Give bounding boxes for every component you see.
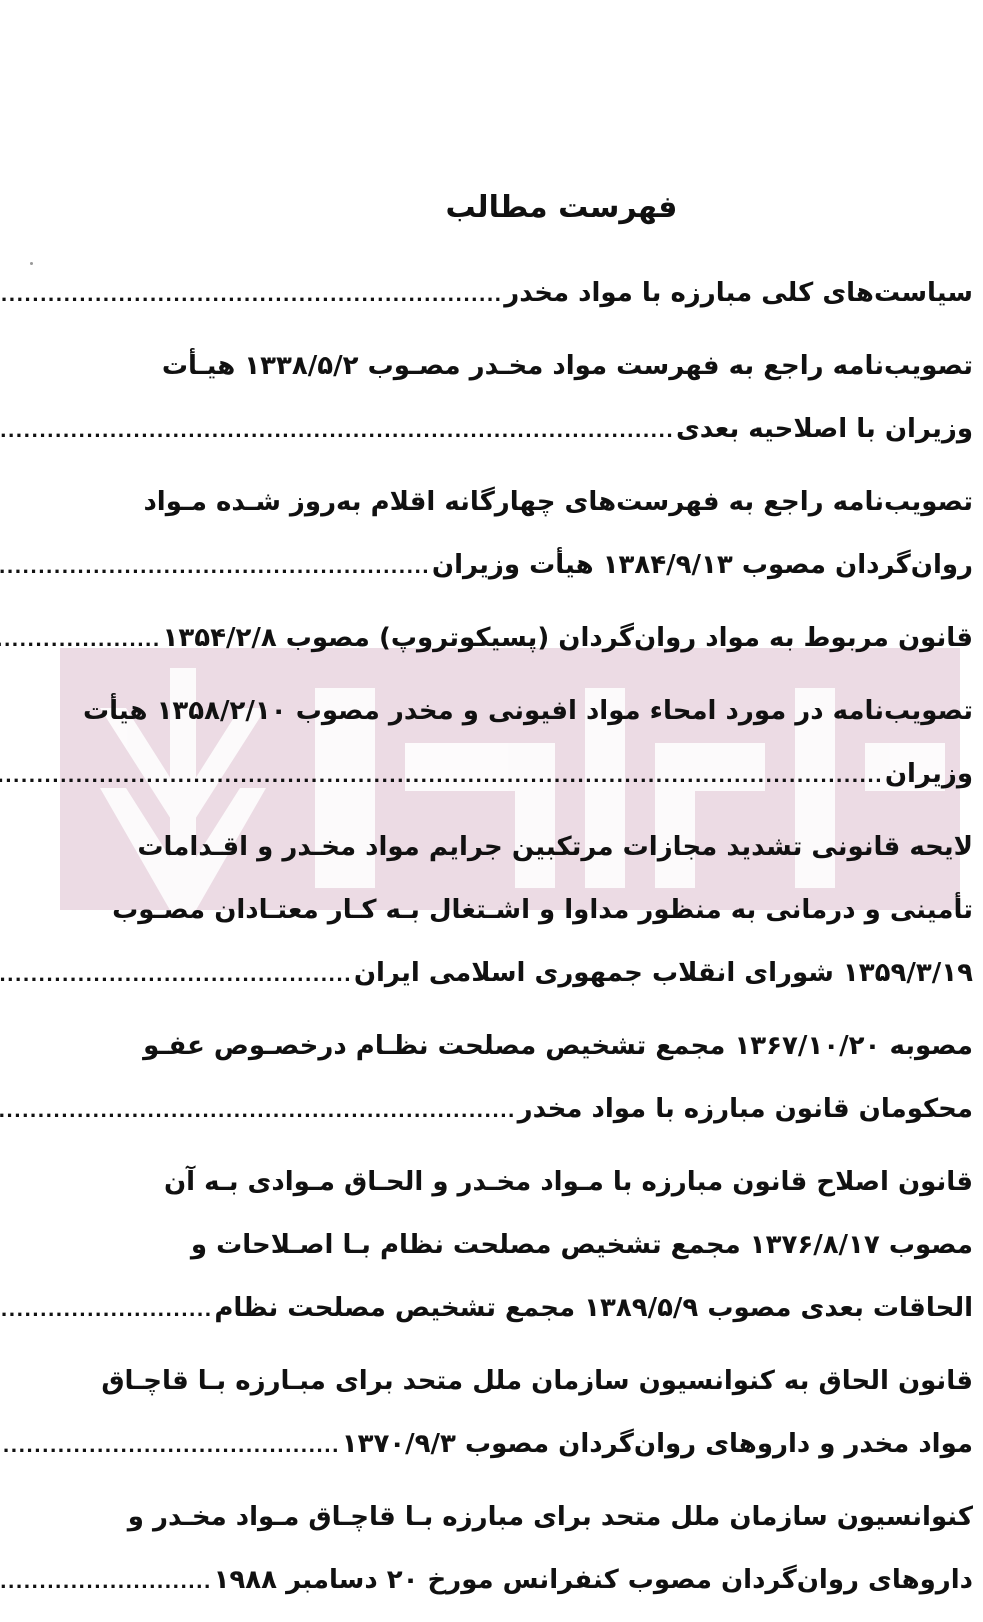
toc-entry-line [145,1151,973,1214]
toc-entry-line [145,1413,973,1476]
toc-entry [145,471,973,597]
toc-leader-dots [0,944,354,1007]
toc-entry-text: داروهای روان‌گردان مصوب کنفرانس مورخ ۲۰ دسامبر ۱۹۸۸ [213,1565,973,1595]
toc-entry-text: قانون اصلاح قانون مبارزه با مـواد مخـدر و الحـاق مـوادی بـه آن [163,1167,973,1197]
toc-entry [112,816,973,1005]
toc-entry-text: تصویب‌نامه در مورد امحاء مواد افیونی و مخدر مصوب ۱۳۵۸/۲/۱۰ هیأت [82,696,973,726]
toc-entry-text: تأمینی و درمانی به منظور مداوا و اشـتغال بـه کـار معتـادان مصـوب [112,895,973,925]
toc-entry-line [145,607,973,670]
toc-entry-text: مصوبه ۱۳۶۷/۱۰/۲۰ مجمع تشخیص مصلحت نظـام درخصـوص عفـو [143,1031,973,1061]
toc-entry-text: قانون الحاق به کنوانسیون سازمان ملل متحد برای مبـارزه بـا قاچـاق [101,1366,973,1396]
toc-entry [101,1350,973,1476]
toc-entry-text: تصویب‌نامه راجع به فهرست‌های چهارگانه اقلام به‌روز شـده مـواد [143,487,973,517]
toc-entry-line [145,1078,973,1141]
toc-entry-text: کنوانسیون سازمان ملل متحد برای مبارزه بـا قاچـاق مـواد مخـدر و [127,1502,973,1532]
toc-entry-text: الحاقات بعدی مصوب ۱۳۸۹/۵/۹ مجمع تشخیص مصلحت نظام [214,1293,973,1323]
toc-entry-text: تصویب‌نامه راجع به فهرست مواد مخـدر مصـوب ۱۳۳۸/۵/۲ هیـأت [161,351,973,381]
toc-entry-line [137,816,973,879]
toc-entry-line [145,1015,973,1078]
toc-entry-line [101,1350,973,1413]
page-title: فهرست مطالب [445,190,678,225]
toc-entry-line [145,398,973,461]
toc-entry [145,607,973,670]
toc-entry-line [145,335,973,398]
toc-entry-text: ۱۳۵۹/۳/۱۹ شورای انقلاب جمهوری اسلامی ایران [353,958,973,988]
toc-entry-line [145,1277,973,1340]
toc-entry-line [145,262,973,325]
toc-entry [145,262,973,325]
toc-entry-line [145,1549,973,1612]
toc-entry-line [145,534,973,597]
toc-entry [82,680,973,806]
toc-entry-text: مصوب ۱۳۷۶/۸/۱۷ مجمع تشخیص مصلحت نظام بـا اصـلاحات و [190,1230,973,1260]
toc-entry [145,1015,973,1141]
toc-entry-line [145,743,973,806]
toc-entry-text: وزیران [884,759,973,789]
toc-entry-line [112,879,973,942]
toc-entry-text: محکومان قانون مبارزه با مواد مخدر [517,1094,973,1124]
toc-entry-line [127,1486,973,1549]
toc-leader-dots [0,400,676,463]
toc-entry-text: وزیران با اصلاحیه بعدی [675,414,973,444]
toc-leader-dots [0,1279,214,1342]
toc-entry-line [145,1214,973,1277]
toc-entry [145,335,973,461]
toc-leader-dots [0,1415,342,1478]
toc-entry-text: مواد مخدر و داروهای روان‌گردان مصوب ۱۳۷۰/۹/۳ [341,1429,973,1459]
toc-leader-dots [0,1551,214,1614]
table-of-contents [82,262,973,1622]
toc-entry-text: روان‌گردان مصوب ۱۳۸۴/۹/۱۳ هیأت وزیران [431,550,973,580]
toc-leader-dots [0,1080,518,1143]
toc-leader-dots [0,264,504,327]
toc-leader-dots [0,536,432,599]
toc-leader-dots [0,609,162,672]
toc-entry-line [145,471,973,534]
toc-entry-line [82,680,973,743]
toc-leader-dots [0,745,885,808]
toc-entry-line [145,942,973,1005]
toc-entry-text: لایحه قانونی تشدید مجازات مرتکبین جرایم مواد مخـدر و اقـدامات [137,832,973,862]
toc-entry-text: سیاست‌های کلی مبارزه با مواد مخدر [504,278,973,308]
toc-entry-text: قانون مربوط به مواد روان‌گردان (پسیکوتروپ) مصوب ۱۳۵۴/۲/۸ [162,623,973,653]
toc-entry [145,1151,973,1340]
toc-entry [127,1486,973,1612]
